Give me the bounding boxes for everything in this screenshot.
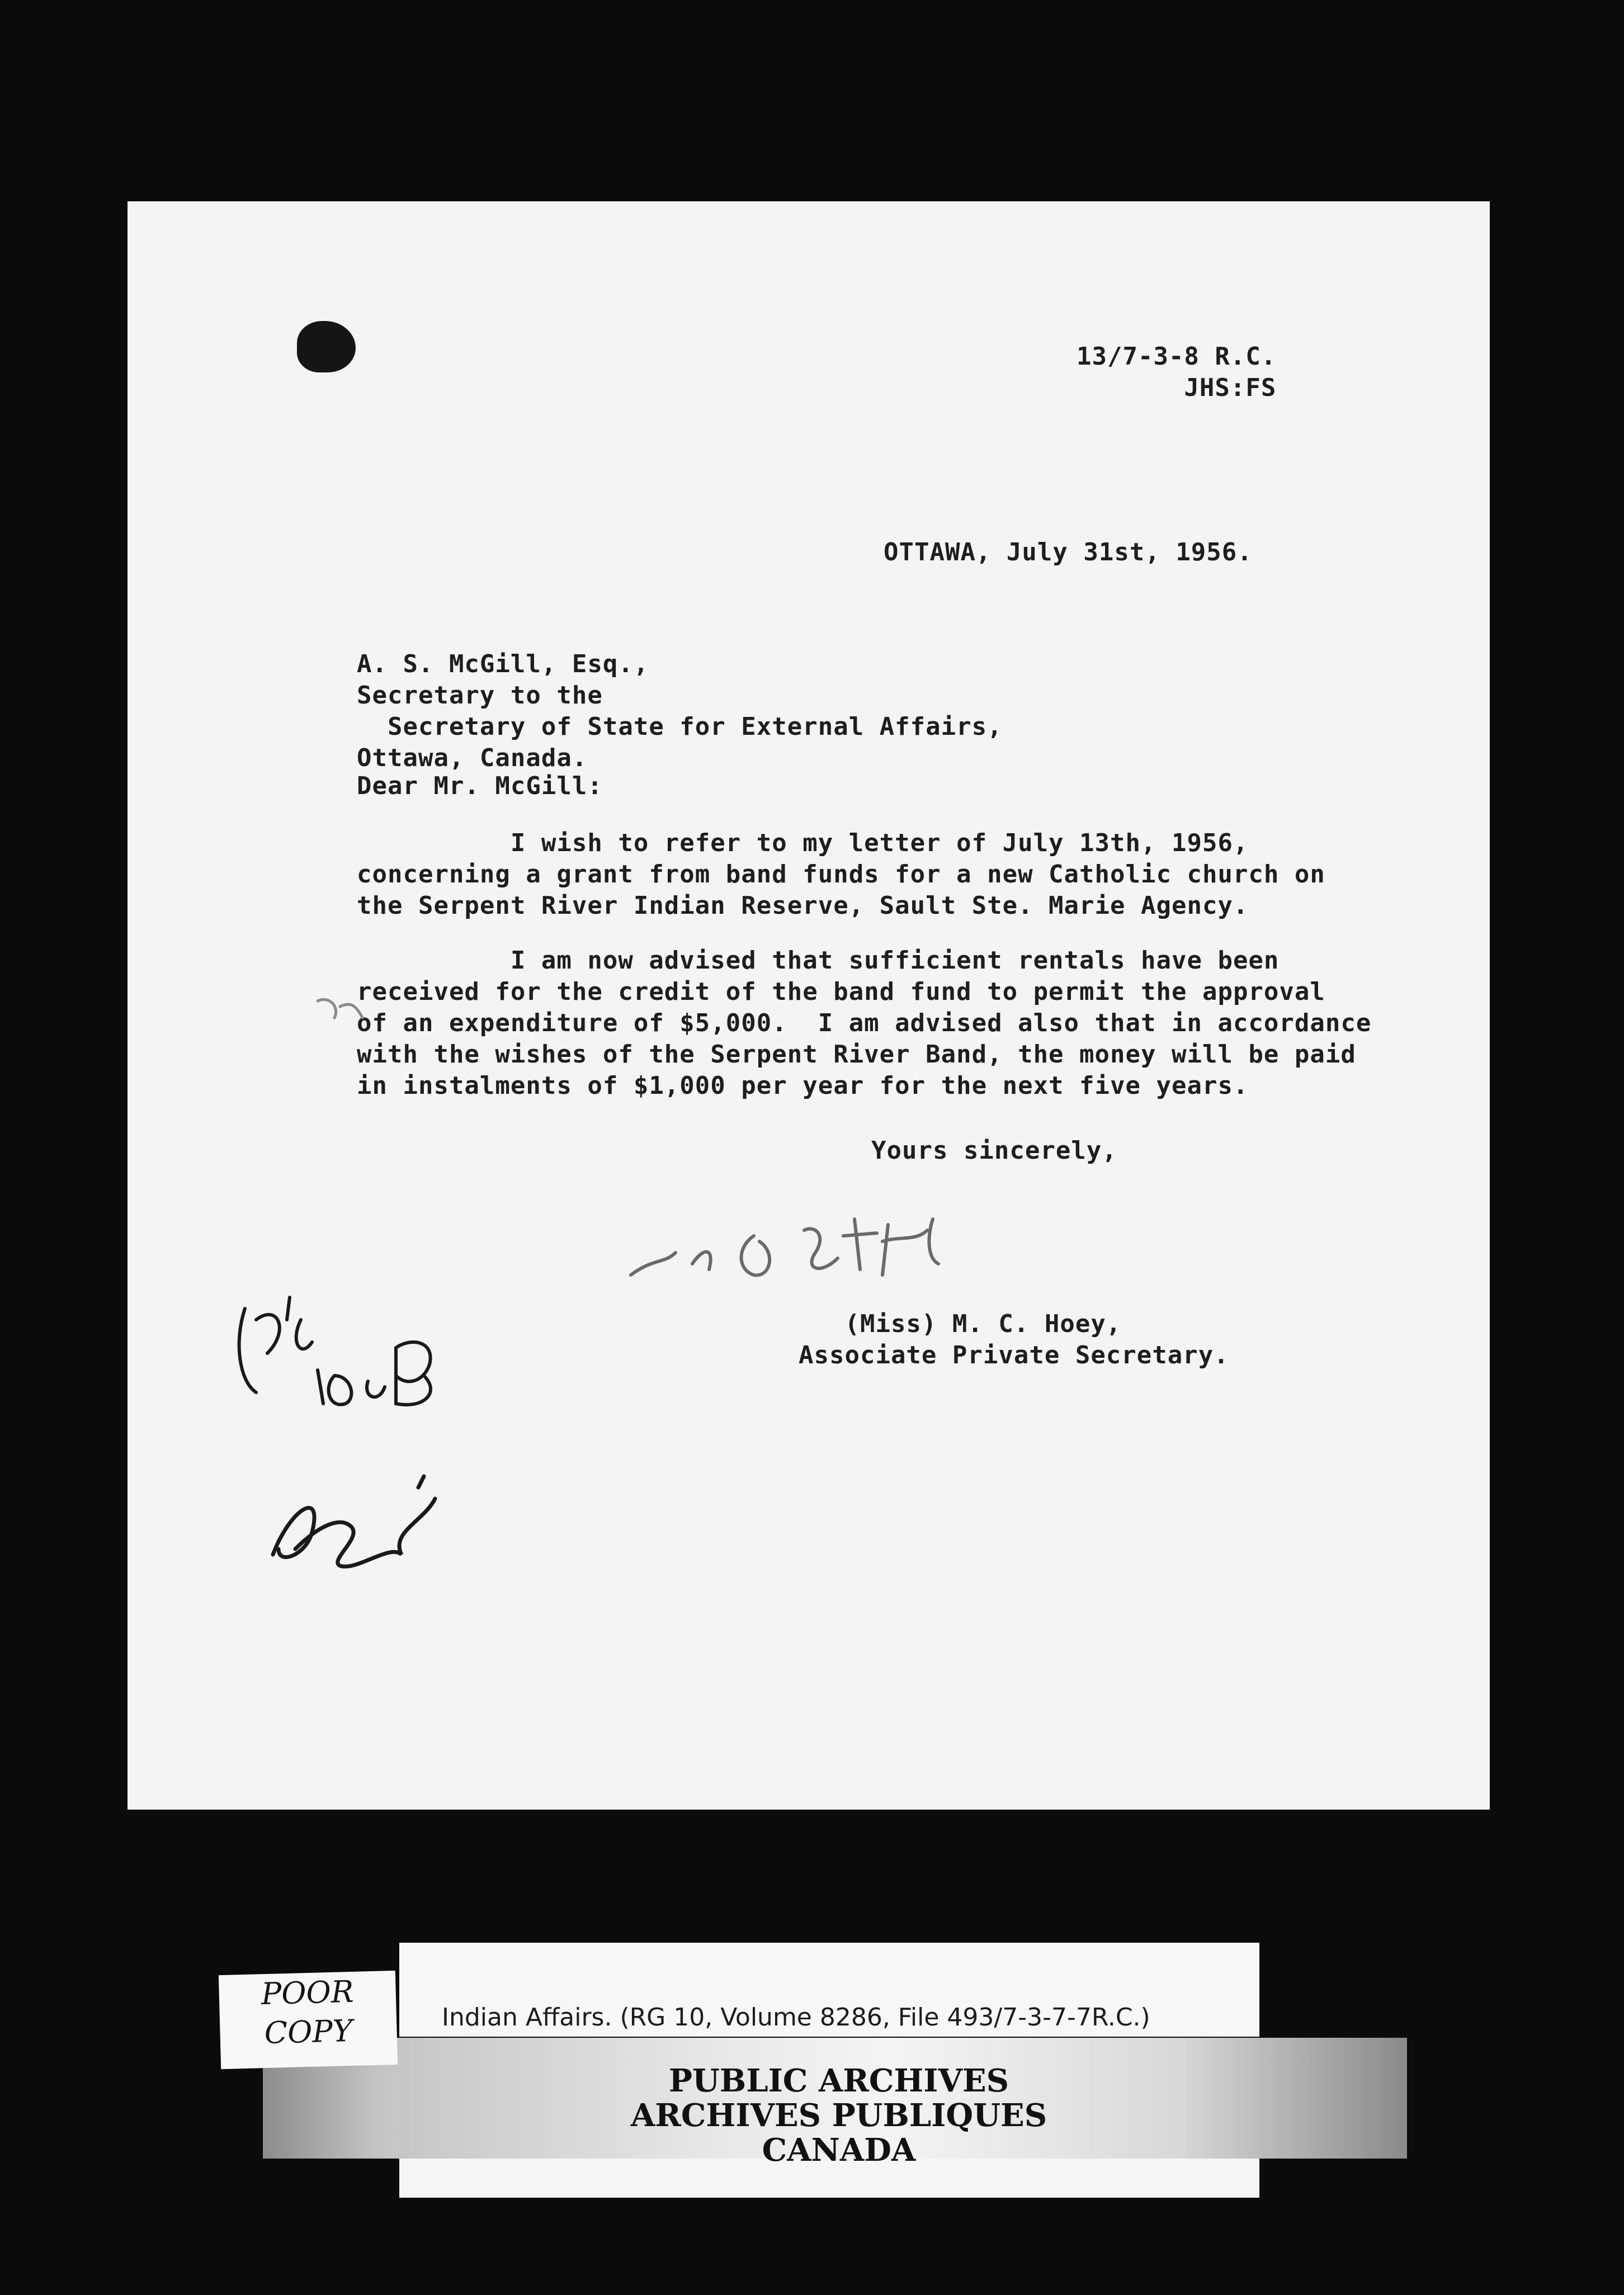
salutation: Dear Mr. McGill:	[357, 772, 603, 800]
ink-blot	[297, 321, 356, 372]
paragraph-line: of an expenditure of $5,000. I am advised also that in accordance	[357, 1009, 1372, 1037]
reference-line: 13/7-3-8 R.C.	[1077, 342, 1277, 371]
handwritten-initials-icon	[262, 1465, 441, 1583]
address-line: Ottawa, Canada.	[357, 744, 588, 772]
paragraph-line: with the wishes of the Serpent River Band, the money will be paid	[357, 1040, 1356, 1069]
paragraph-1	[357, 828, 1325, 922]
paragraph-line: I wish to refer to my letter of July 13th, 1956,	[357, 829, 1249, 857]
archive-citation: Indian Affairs. (RG 10, Volume 8286, File 493/7-3-7-7R.C.)	[442, 2003, 1150, 2032]
paragraph-line: in instalments of $1,000 per year for the next five years.	[357, 1071, 1249, 1100]
paragraph-line: received for the credit of the band fund to permit the approval	[357, 978, 1325, 1006]
handwritten-signature-icon	[620, 1197, 1056, 1297]
paragraph-line: concerning a grant from band funds for a new Catholic church on	[357, 860, 1325, 889]
paragraph-line: I am now advised that sufficient rentals have been	[357, 946, 1280, 975]
poor-copy-stamp	[219, 1971, 398, 2069]
archives-stamp	[593, 2063, 1085, 2168]
pencil-mark-icon	[312, 984, 374, 1035]
signature-line: (Miss) M. C. Hoey,	[799, 1310, 1122, 1338]
archives-line: ARCHIVES PUBLIQUES	[630, 2097, 1047, 2134]
letter-page	[128, 201, 1490, 1810]
reference-number	[1077, 341, 1276, 404]
archives-line: PUBLIC ARCHIVES	[668, 2062, 1009, 2099]
stamp-line: COPY	[263, 2013, 353, 2051]
stamp-line: POOR	[261, 1973, 355, 2012]
paragraph-line: the Serpent River Indian Reserve, Sault Ste. Marie Agency.	[357, 891, 1249, 920]
signature-line: Associate Private Secretary.	[799, 1341, 1229, 1370]
closing: Yours sincerely,	[871, 1136, 1117, 1165]
signature-block	[799, 1309, 1229, 1371]
address-line: A. S. McGill, Esq.,	[357, 650, 649, 678]
handwritten-initials-icon	[228, 1286, 463, 1420]
dateline: OTTAWA, July 31st, 1956.	[884, 538, 1253, 566]
address-line: Secretary to the	[357, 681, 603, 710]
reference-line: JHS:FS	[1184, 374, 1277, 402]
address-line: Secretary of State for External Affairs,	[357, 712, 1003, 741]
archives-line: CANADA	[762, 2132, 916, 2169]
addressee-block	[357, 649, 1003, 774]
paragraph-2	[357, 945, 1371, 1102]
